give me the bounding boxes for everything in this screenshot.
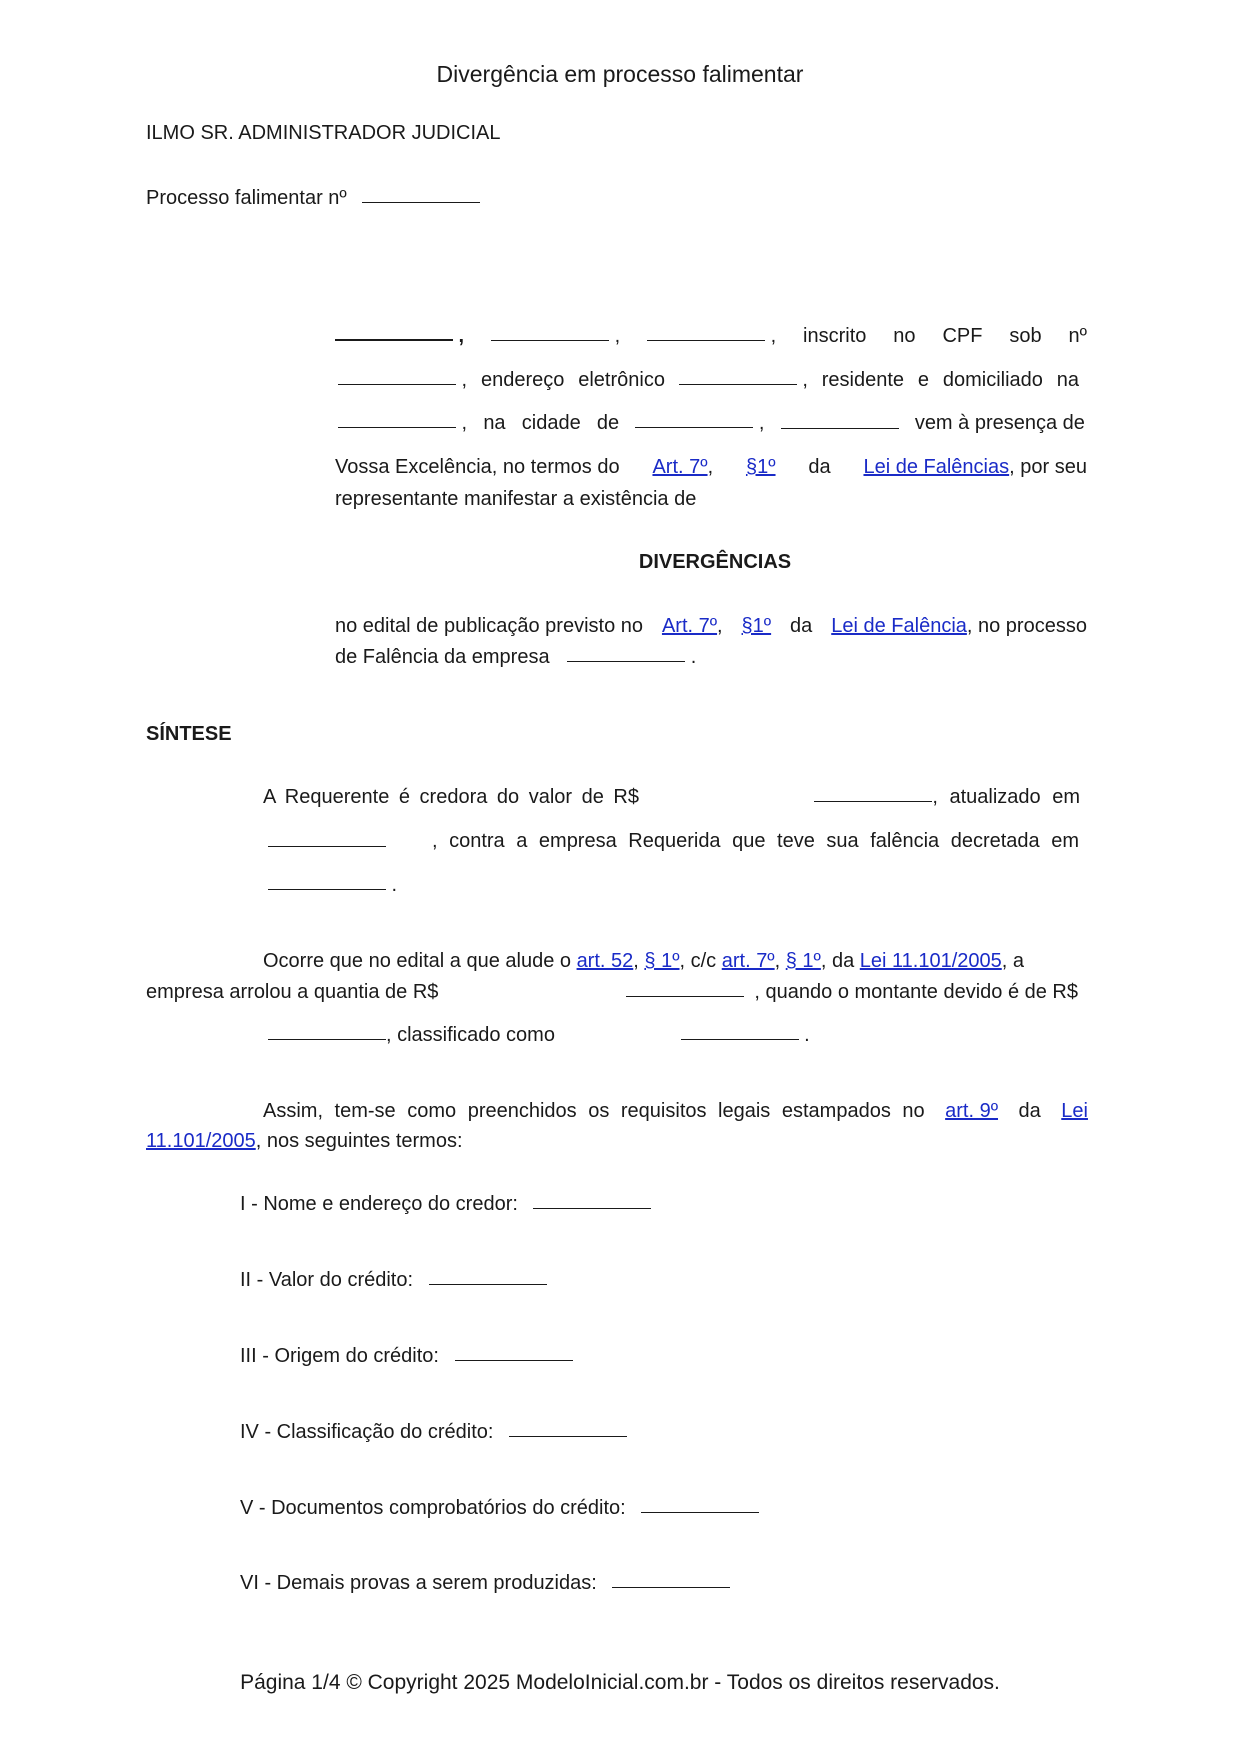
text: Vossa Excelência, no termos do: [335, 456, 620, 478]
text: empresa arrolou a quantia de R$: [146, 981, 439, 1003]
blank: [612, 1587, 730, 1588]
word: sob: [1009, 325, 1042, 347]
blank: [679, 384, 797, 385]
intro-blank-group: ,: [338, 369, 467, 392]
item-label: IV - Classificação do crédito:: [240, 1421, 494, 1443]
link-paragrafo-1[interactable]: §1º: [741, 615, 772, 637]
text: , quando o montante devido é de R$: [754, 981, 1078, 1003]
text: A Requerente é credora do valor de R$: [263, 786, 639, 808]
intro-line-4: Vossa Excelência, no termos do Art. 7º, §1º da Lei de Falências, por seu: [335, 456, 1087, 478]
word: na: [483, 412, 506, 434]
item-label: V - Documentos comprobatórios do crédito:: [240, 1497, 626, 1519]
text: , por seu: [1009, 456, 1087, 478]
link-paragrafo-1[interactable]: § 1º: [785, 950, 821, 972]
sintese-line-3: .: [268, 874, 397, 897]
text: da: [1018, 1100, 1041, 1122]
intro-blank-group: ,: [335, 325, 464, 348]
ocorre-line-2: [146, 981, 1078, 1004]
sintese-line-1: [263, 786, 1080, 809]
word: CPF: [942, 325, 983, 347]
text: , no processo: [966, 615, 1087, 637]
list-item: [240, 1269, 547, 1292]
link-lei-de-falencia[interactable]: Lei de Falência: [831, 615, 967, 637]
processo-blank: [362, 202, 480, 203]
text: , atualizado em: [932, 786, 1080, 808]
blank: [491, 340, 609, 341]
blank: [626, 996, 744, 997]
word: nº: [1068, 325, 1087, 347]
assim-line-2: [146, 1130, 463, 1153]
text: da: [790, 615, 813, 637]
link-lei-11101[interactable]: Lei: [1061, 1100, 1088, 1122]
blank: [338, 427, 456, 428]
link-paragrafo-1[interactable]: §1º: [745, 456, 776, 478]
blank: [533, 1208, 651, 1209]
word: cidade: [521, 412, 581, 434]
blank: [268, 889, 386, 890]
link-lei-11101[interactable]: 11.101/2005: [146, 1130, 256, 1152]
blank: [429, 1284, 547, 1285]
edital-line-1: no edital de publicação previsto no Art. 7º, §1º da Lei de Falência, no processo: [335, 615, 1087, 637]
word: na: [1056, 369, 1079, 391]
link-lei-11101[interactable]: Lei 11.101/2005: [859, 950, 1002, 972]
intro-blank-group: ,: [647, 325, 776, 348]
processo-line: [146, 187, 480, 210]
item-label: VI - Demais provas a serem produzidas:: [240, 1572, 597, 1594]
blank: [781, 428, 899, 429]
word: eletrônico: [578, 369, 665, 391]
intro-line-1: [335, 325, 1087, 348]
item-label: III - Origem do crédito:: [240, 1345, 439, 1367]
sintese-line-2: [268, 830, 1079, 853]
intro-blank-group: ,: [491, 325, 620, 348]
document-title: Divergência em processo falimentar: [436, 61, 804, 87]
processo-label: Processo falimentar nº: [146, 187, 347, 209]
text: no edital de publicação previsto no: [335, 615, 643, 637]
word: residente: [821, 369, 905, 391]
list-item: [240, 1572, 730, 1595]
text: , nos seguintes termos:: [255, 1130, 463, 1152]
word: de: [596, 412, 620, 434]
list-item: [240, 1193, 651, 1216]
ocorre-line-1: Ocorre que no edital a que alude o art. 52, § 1º, c/c art. 7º, § 1º, da Lei 11.101/2005, a: [263, 950, 1025, 972]
blank: [338, 384, 456, 385]
text: , contra a empresa Requerida que teve sua falência decretada em: [431, 830, 1079, 852]
item-label: I - Nome e endereço do credor:: [240, 1193, 518, 1215]
blank: [681, 1039, 799, 1040]
page-footer: Página 1/4 © Copyright 2025 ModeloInicial.com.br - Todos os direitos reservados.: [240, 1671, 1000, 1694]
blank: [567, 661, 685, 662]
word: no: [893, 325, 916, 347]
heading-sintese: SÍNTESE: [146, 723, 232, 745]
intro-line-5: representante manifestar a existência de: [335, 488, 697, 510]
list-item: [240, 1421, 627, 1444]
word: endereço: [480, 369, 565, 391]
word: vem à presença de: [914, 412, 1085, 434]
item-label: II - Valor do crédito:: [240, 1269, 414, 1291]
word: inscrito: [803, 325, 867, 347]
link-art-7[interactable]: Art. 7º: [661, 615, 718, 637]
assim-line-1: [263, 1100, 1088, 1123]
text: , classificado como: [386, 1024, 555, 1046]
text: Assim, tem-se como preenchidos os requisitos legais estampados no: [263, 1100, 925, 1122]
intro-line-2: [338, 369, 1079, 392]
link-art-9[interactable]: art. 9º: [945, 1100, 999, 1122]
text: , a: [1001, 950, 1025, 972]
link-paragrafo-1[interactable]: § 1º: [644, 950, 680, 972]
blank: [635, 427, 753, 428]
blank: [455, 1360, 573, 1361]
blank: [647, 340, 765, 341]
blank: [814, 801, 932, 802]
blank: [509, 1436, 627, 1437]
blank: [268, 846, 386, 847]
text: de Falência da empresa: [335, 646, 550, 668]
blank: [268, 1039, 386, 1040]
edital-line-2: de Falência da empresa .: [335, 646, 697, 668]
text: da: [808, 456, 831, 478]
link-lei-de-falencias[interactable]: Lei de Falências: [863, 456, 1010, 478]
link-art-7[interactable]: art. 7º: [721, 950, 775, 972]
intro-blank-group: ,: [338, 412, 467, 435]
word: domiciliado: [942, 369, 1043, 391]
heading-divergencias: DIVERGÊNCIAS: [638, 551, 792, 573]
list-item: [240, 1345, 573, 1368]
ocorre-line-3: , classificado como .: [268, 1024, 810, 1047]
blank: [335, 339, 453, 341]
intro-blank-group: ,: [635, 412, 764, 435]
list-item: [240, 1497, 759, 1520]
intro-line-3: [338, 412, 1085, 435]
addressee: ILMO SR. ADMINISTRADOR JUDICIAL: [146, 122, 501, 144]
word: e: [917, 369, 929, 391]
text: , da: [820, 950, 855, 972]
text: , c/c: [679, 950, 717, 972]
link-art-52[interactable]: art. 52: [576, 950, 634, 972]
link-art-7[interactable]: Art. 7º: [652, 456, 708, 478]
blank: [641, 1512, 759, 1513]
text: Ocorre que no edital a que alude o: [263, 950, 571, 972]
intro-blank-group: ,: [679, 369, 808, 392]
